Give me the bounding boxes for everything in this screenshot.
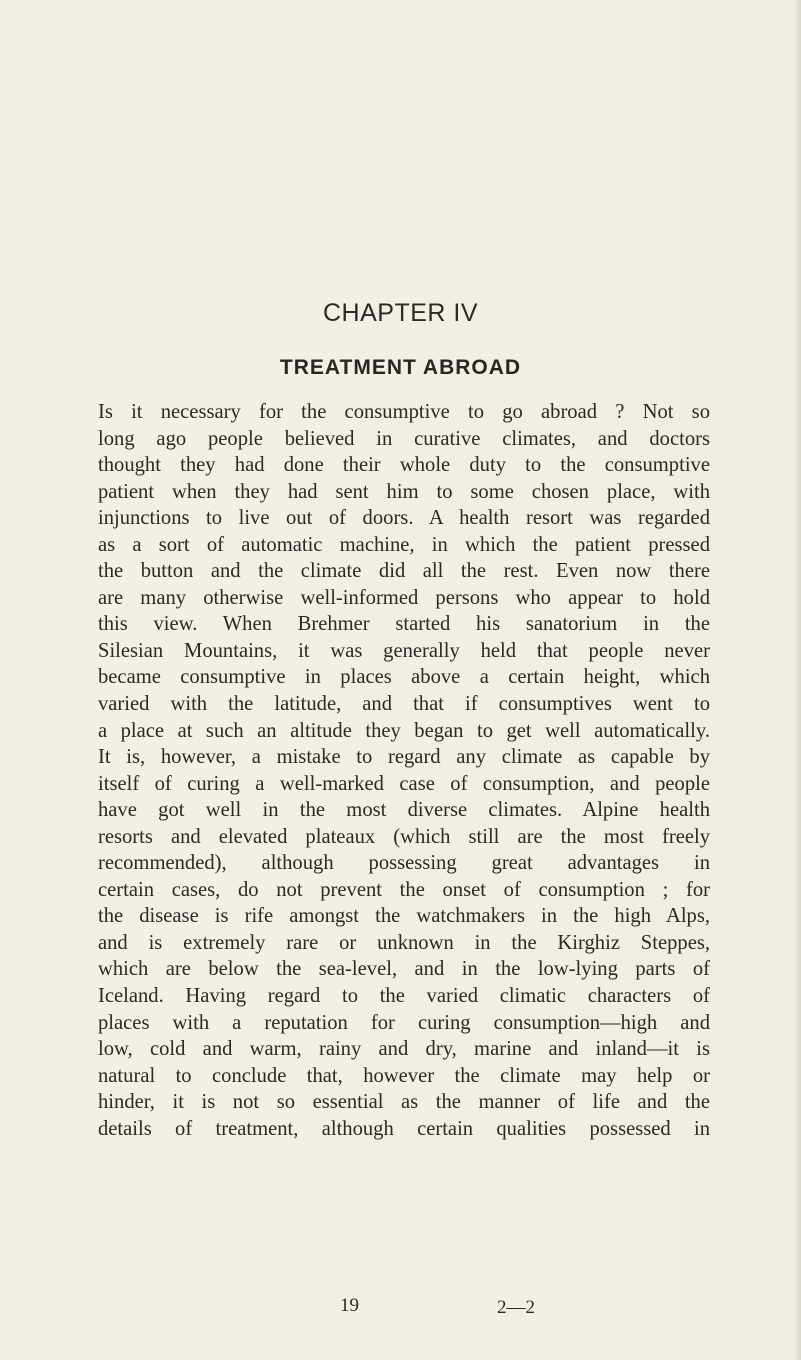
text-line: details of treatment, although certain qualities possessed in xyxy=(98,1117,710,1140)
page-edge-shadow xyxy=(795,0,801,1360)
text-line: places with a reputation for curing consumption—high and xyxy=(98,1011,710,1034)
text-line: certain cases, do not prevent the onset of consumption ; for xyxy=(98,878,710,901)
page-footer xyxy=(0,1295,801,1323)
text-line: natural to conclude that, however the climate may help or xyxy=(98,1064,710,1087)
text-line: varied with the latitude, and that if consumptives went to xyxy=(98,693,710,716)
text-line: Is it necessary for the consumptive to go abroad ? Not so xyxy=(98,401,710,423)
page-number: 19 xyxy=(340,1295,359,1316)
text-line: and is extremely rare or unknown in the Kirghiz Steppes, xyxy=(98,931,710,954)
text-line: thought they had done their whole duty to the consumptive xyxy=(98,454,710,477)
text-line: as a sort of automatic machine, in which the patient pressed xyxy=(98,533,710,556)
text-line: patient when they had sent him to some chosen place, with xyxy=(98,480,710,503)
text-line: which are below the sea-level, and in the low-lying parts of xyxy=(98,958,710,981)
text-line: injunctions to live out of doors. A health resort was regarded xyxy=(98,507,710,530)
text-line: long ago people believed in curative climates, and doctors xyxy=(98,427,710,450)
text-line: this view. When Brehmer started his sanatorium in the xyxy=(98,613,710,636)
text-line: a place at such an altitude they began to get well automatically. xyxy=(98,719,710,742)
text-line: It is, however, a mistake to regard any climate as capable by xyxy=(98,746,710,769)
text-line: recommended), although possessing great advantages in xyxy=(98,852,710,875)
text-line: low, cold and warm, rainy and dry, marine and inland—it is xyxy=(98,1038,710,1061)
text-line: hinder, it is not so essential as the manner of life and the xyxy=(98,1091,710,1114)
text-line: itself of curing a well-marked case of consumption, and people xyxy=(98,772,710,795)
signature-mark: 2—2 xyxy=(497,1297,535,1318)
text-line: resorts and elevated plateaux (which still are the most freely xyxy=(98,825,710,848)
text-line: Silesian Mountains, it was generally held that people never xyxy=(98,639,710,662)
chapter-number: CHAPTER IV xyxy=(322,299,479,327)
chapter-title: TREATMENT ABROAD xyxy=(279,356,522,379)
text-line: became consumptive in places above a certain height, which xyxy=(98,666,710,689)
text-line: the button and the climate did all the rest. Even now there xyxy=(98,560,710,583)
text-line: are many otherwise well-informed persons who appear to hold xyxy=(98,586,710,609)
text-line: Iceland. Having regard to the varied climatic characters of xyxy=(98,985,710,1008)
body-paragraph xyxy=(98,399,710,1142)
text-line: the disease is rife amongst the watchmakers in the high Alps, xyxy=(98,905,710,928)
text-line: have got well in the most diverse climates. Alpine health xyxy=(98,799,710,822)
